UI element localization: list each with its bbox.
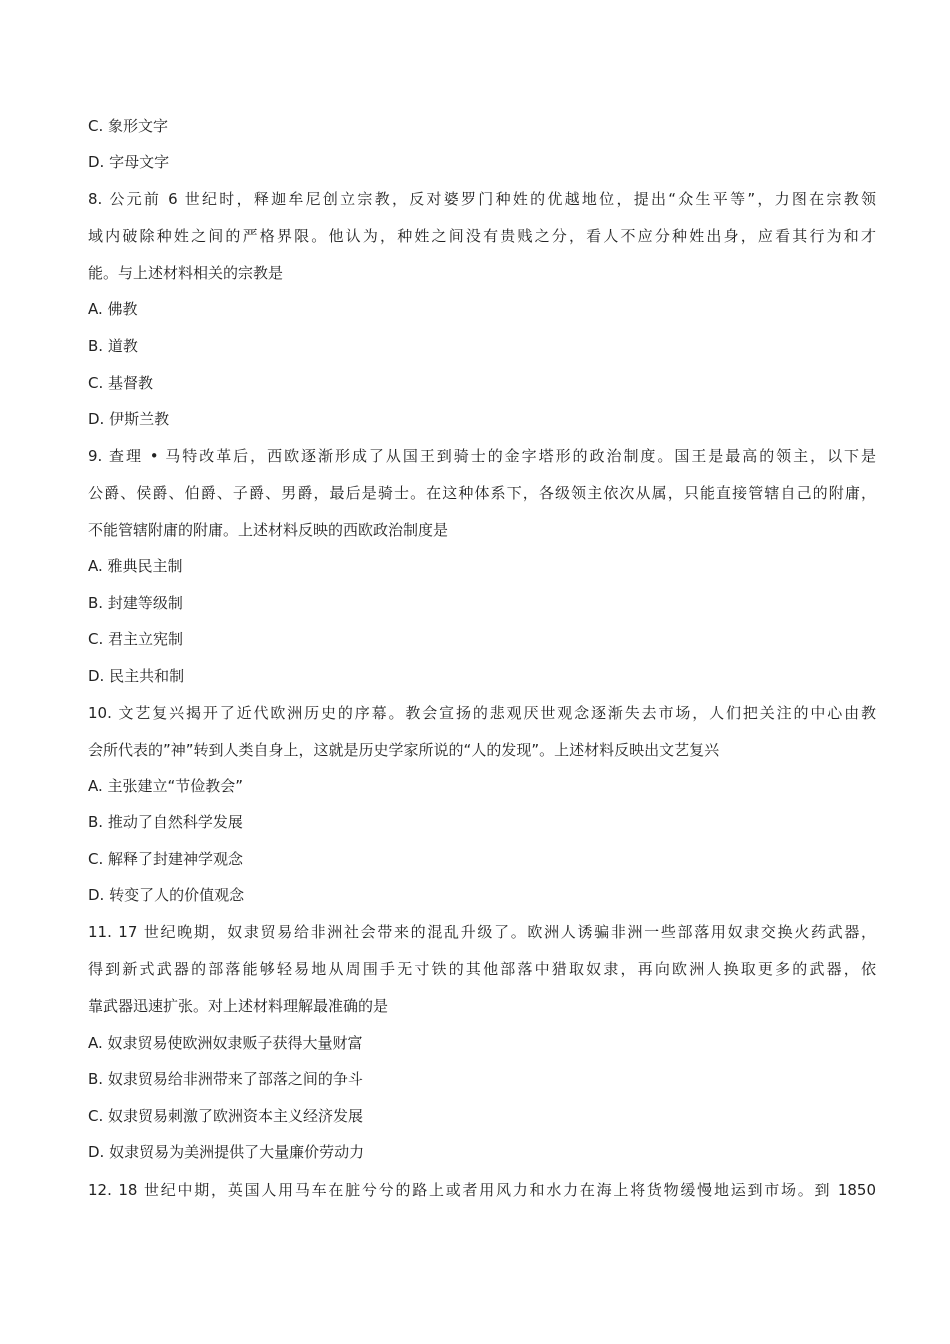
text-line: C. 象形文字	[88, 117, 169, 135]
text-line: C. 基督教	[88, 374, 154, 392]
text-line: 8. 公元前 6 世纪时，释迦牟尼创立宗教，反对婆罗门种姓的优越地位，提出“众生平等”，力图在宗教领	[88, 190, 876, 208]
text-line: 不能管辖附庸的附庸。上述材料反映的西欧政治制度是	[88, 521, 449, 539]
text-line: 12. 18 世纪中期，英国人用马车在脏兮兮的路上或者用风力和水力在海上将货物缓慢地运到市场。到 1850	[88, 1181, 876, 1199]
text-line: 10. 文艺复兴揭开了近代欧洲历史的序幕。教会宣扬的悲观厌世观念逐渐失去市场，人们把关注的中心由教	[88, 704, 876, 722]
text-line: B. 奴隶贸易给非洲带来了部落之间的争斗	[88, 1070, 363, 1088]
text-line: D. 转变了人的价值观念	[88, 886, 245, 904]
text-line: B. 封建等级制	[88, 594, 183, 612]
text-line: D. 字母文字	[88, 153, 170, 171]
text-line: 11. 17 世纪晚期，奴隶贸易给非洲社会带来的混乱升级了。欧洲人诱骗非洲一些部落用奴隶交换火药武器，	[88, 923, 876, 941]
text-line: A. 主张建立“节俭教会”	[88, 777, 244, 795]
text-line: C. 奴隶贸易刺激了欧洲资本主义经济发展	[88, 1107, 364, 1125]
text-line: A. 奴隶贸易使欧洲奴隶贩子获得大量财富	[88, 1034, 363, 1052]
text-line: 能。与上述材料相关的宗教是	[88, 264, 284, 282]
text-line: A. 雅典民主制	[88, 557, 183, 575]
text-line: B. 道教	[88, 337, 138, 355]
text-line: 得到新式武器的部落能够轻易地从周围手无寸铁的其他部落中猎取奴隶，再向欧洲人换取更多的武器，依	[88, 960, 876, 978]
text-line: 靠武器迅速扩张。对上述材料理解最准确的是	[88, 997, 389, 1015]
text-line: C. 解释了封建神学观念	[88, 850, 244, 868]
text-line: 9. 查理 • 马特改革后，西欧逐渐形成了从国王到骑士的金字塔形的政治制度。国王是最高的领主，以下是	[88, 447, 876, 465]
text-line: 域内破除种姓之间的严格界限。他认为，种姓之间没有贵贱之分，看人不应分种姓出身，应看其行为和才	[88, 227, 876, 245]
text-line: D. 伊斯兰教	[88, 410, 170, 428]
text-line: 会所代表的”神”转到人类自身上，这就是历史学家所说的“人的发现”。上述材料反映出文艺复兴	[88, 741, 720, 759]
text-line: B. 推动了自然科学发展	[88, 813, 243, 831]
text-line: C. 君主立宪制	[88, 630, 184, 648]
text-line: A. 佛教	[88, 300, 138, 318]
text-line: 公爵、侯爵、伯爵、子爵、男爵，最后是骑士。在这种体系下，各级领主依次从属，只能直接管辖自己的附庸，	[88, 484, 876, 502]
text-line: D. 奴隶贸易为美洲提供了大量廉价劳动力	[88, 1143, 365, 1161]
text-line: D. 民主共和制	[88, 667, 185, 685]
